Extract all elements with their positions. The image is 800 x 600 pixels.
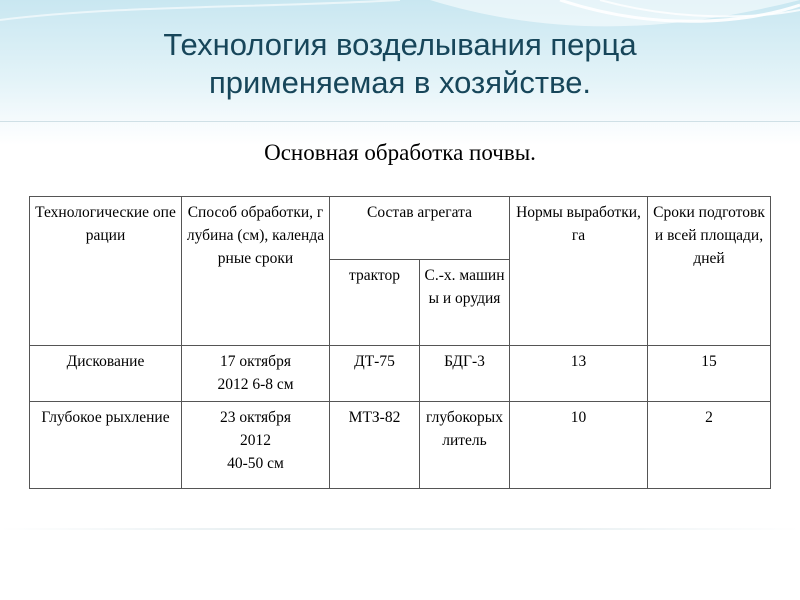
cell-machine: глубокорыхлитель — [420, 402, 510, 489]
cell-method-line: 2012 — [240, 432, 271, 449]
header-operations: Технологические операции — [30, 197, 182, 346]
cell-days: 2 — [648, 402, 771, 489]
header-unit: Состав агрегата — [330, 197, 510, 260]
header-machines: С.-х. машины и орудия — [420, 260, 510, 346]
cell-method — [182, 346, 330, 402]
title-line-2: применяемая в хозяйстве. — [208, 65, 592, 100]
cell-days: 15 — [648, 346, 771, 402]
table-row — [30, 402, 771, 489]
cell-method-line: 40-50 см — [227, 455, 284, 472]
header-norms: Нормы выработки, га — [510, 197, 648, 346]
cell-method-line: 17 октября — [220, 353, 291, 370]
cell-method-line: 23 октября — [220, 409, 291, 426]
cell-method — [182, 402, 330, 489]
header-terms: Сроки подготовки всей площади, дней — [648, 197, 771, 346]
cell-norm: 13 — [510, 346, 648, 402]
cell-operation: Дискование — [30, 346, 182, 402]
header-divider — [0, 121, 800, 122]
soil-treatment-table — [29, 196, 771, 489]
header-tractor: трактор — [330, 260, 420, 346]
table-header-row — [30, 197, 771, 260]
cell-operation: Глубокое рыхление — [30, 402, 182, 489]
cell-method-line: 2012 6-8 см — [217, 376, 294, 393]
cell-norm: 10 — [510, 402, 648, 489]
footer-divider — [0, 528, 800, 530]
header-method: Способ обработки, глубина (см), календарные сроки — [182, 197, 330, 346]
cell-tractor: МТЗ-82 — [330, 402, 420, 489]
cell-machine: БДГ-3 — [420, 346, 510, 402]
title-line-1: Технология возделывания перца — [163, 27, 637, 62]
section-subtitle: Основная обработка почвы. — [264, 140, 536, 165]
cell-tractor: ДТ-75 — [330, 346, 420, 402]
slide-title — [20, 26, 780, 102]
table-row — [30, 346, 771, 402]
